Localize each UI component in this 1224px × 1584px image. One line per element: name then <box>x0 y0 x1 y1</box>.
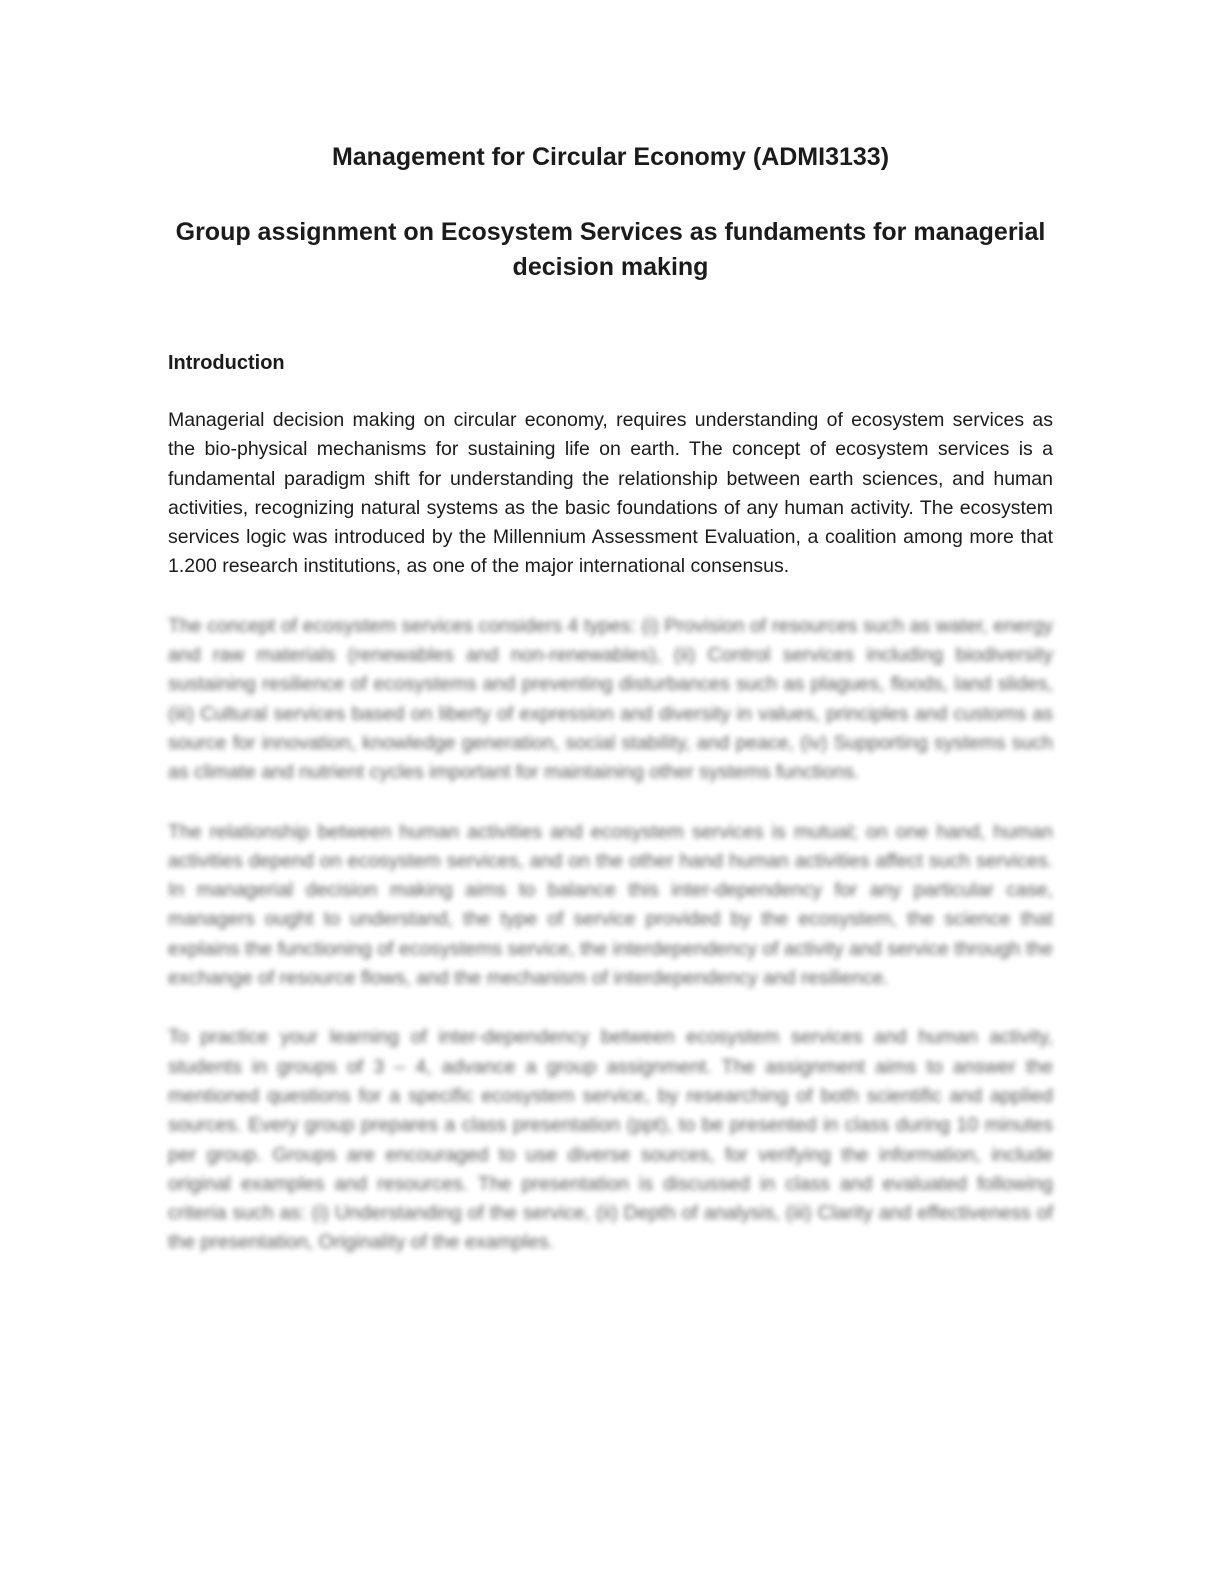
document-title: Management for Circular Economy (ADMI3133) <box>331 143 890 171</box>
document-subtitle: Group assignment on Ecosystem Services as fundaments for managerial decision making <box>175 218 1046 281</box>
section-heading-introduction: Introduction <box>168 352 285 374</box>
paragraph-relationship-blurred: The relationship between human activities and ecosystem services is mutual; on one hand, human activities depend on ecosystem services, and on the other hand human activities affect such services. In managerial decision making aims to balance this inter-dependency for any particular case, managers ought to understand, the type of service provided by the ecosystem, the science that explains the functioning of ecosystems service, the interdependency of activity and service through the exchange of resource flows, and the mechanism of interdependency and resilience. <box>168 820 1053 990</box>
paragraph-ecosystem-service-types-blurred: The concept of ecosystem services considers 4 types: (i) Provision of resources such as water, energy and raw materials (renewables and non-renewables), (ii) Control services including biodiversity sustaining resilience of ecosystems and preventing disturbances such as plagues, floods, land slides, (iii) Cultural services based on liberty of expression and diversity in values, principles and customs as source for innovation, knowledge generation, social stability, and peace, (iv) Supporting systems such as climate and nutrient cycles important for maintaining other systems functions. <box>168 614 1053 784</box>
paragraph-assignment-instructions-blurred: To practice your learning of inter-dependency between ecosystem services and human activity, students in groups of 3 – 4, advance a group assignment. The assignment aims to answer the mentioned questions for a specific ecosystem service, by researching of both scientific and applied sources. Every group prepares a class presentation (ppt), to be presented in class during 10 minutes per group. Groups are encouraged to use diverse sources, for verifying the information, include original examples and resources. The presentation is discussed in class and evaluated following criteria such as: (i) Understanding of the service, (ii) Depth of analysis, (iii) Clarity and effectiveness of the presentation, Originality of the examples. <box>168 1026 1053 1254</box>
paragraph-intro: Managerial decision making on circular economy, requires understanding of ecosystem services as the bio-physical mechanisms for sustaining life on earth. The concept of ecosystem services is a fundamental paradigm shift for understanding the relationship between earth sciences, and human activities, recognizing natural systems as the basic foundations of any human activity. The ecosystem services logic was introduced by the Millennium Assessment Evaluation, a coalition among more that 1.200 research institutions, as one of the major international consensus. <box>168 409 1053 578</box>
